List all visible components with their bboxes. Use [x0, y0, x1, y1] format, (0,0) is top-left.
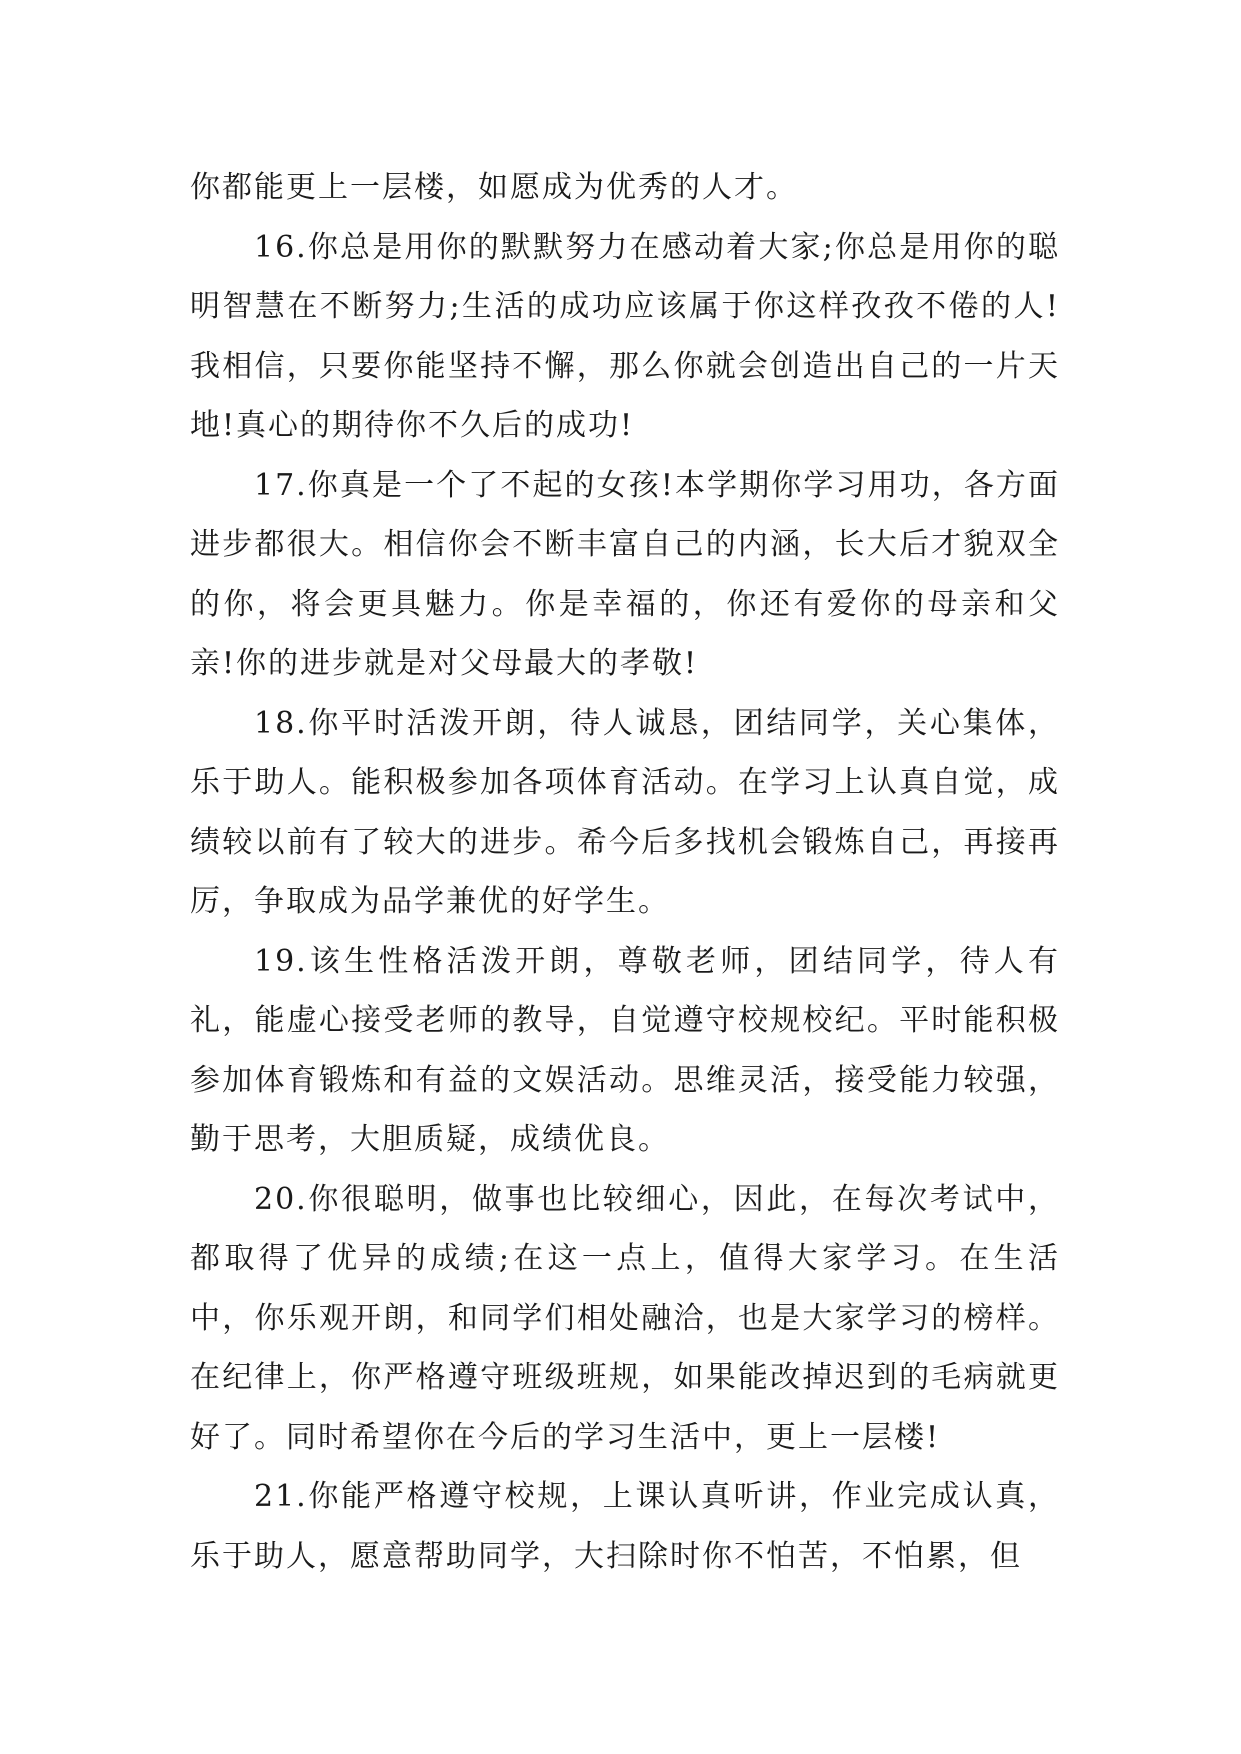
- paragraph-item-19: 19.该生性格活泼开朗，尊敬老师，团结同学，待人有礼，能虚心接受老师的教导，自觉遵守校规校纪。平时能积极参加体育锻炼和有益的文娱活动。思维灵活，接受能力较强，勤于思考，大胆质疑，成绩优良。: [190, 943, 1060, 1157]
- document-body: [190, 158, 1060, 1586]
- paragraph-item-21: 21.你能严格遵守校规，上课认真听讲，作业完成认真，乐于助人，愿意帮助同学，大扫除时你不怕苦，不怕累，但: [190, 1479, 1060, 1574]
- paragraph-item-18: 18.你平时活泼开朗，待人诚恳，团结同学，关心集体，乐于助人。能积极参加各项体育活动。在学习上认真自觉，成绩较以前有了较大的进步。希今后多找机会锻炼自己，再接再厉，争取成为品学兼优的好学生。: [190, 705, 1060, 919]
- paragraph-continuation: 你都能更上一层楼，如愿成为优秀的人才。: [190, 170, 798, 205]
- paragraph-item-17: 17.你真是一个了不起的女孩!本学期你学习用功，各方面进步都很大。相信你会不断丰富自己的内涵，长大后才貌双全的你，将会更具魅力。你是幸福的，你还有爱你的母亲和父亲!你的进步就是对父母最大的孝敬!: [190, 467, 1060, 681]
- paragraph-item-16: 16.你总是用你的默默努力在感动着大家;你总是用你的聪明智慧在不断努力;生活的成功应该属于你这样孜孜不倦的人!我相信，只要你能坚持不懈，那么你就会创造出自己的一片天地!真心的期待你不久后的成功!: [190, 229, 1060, 443]
- paragraph-item-20: 20.你很聪明，做事也比较细心，因此，在每次考试中，都取得了优异的成绩;在这一点上，值得大家学习。在生活中，你乐观开朗，和同学们相处融洽，也是大家学习的榜样。在纪律上，你严格遵守班级班规，如果能改掉迟到的毛病就更好了。同时希望你在今后的学习生活中，更上一层楼!: [190, 1181, 1060, 1455]
